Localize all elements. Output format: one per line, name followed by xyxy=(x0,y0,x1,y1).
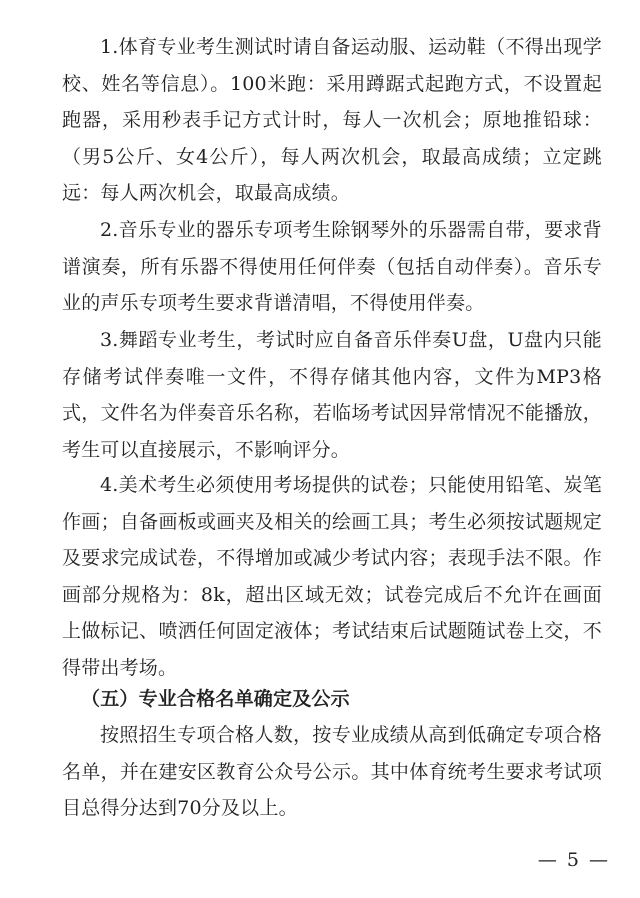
paragraph-qualified-list-publication: 按照招生专项合格人数，按专业成绩从高到低确定专项合格名单，并在建安区教育公众号公示。其中体育统考生要求考试项目总得分达到70分及以上。 xyxy=(62,724,602,819)
paragraph-art-exam-rules: 4.美术考生必须使用考场提供的试卷；只能使用铅笔、炭笔作画；自备画板或画夹及相关的绘画工具；考生必须按试题规定及要求完成试卷，不得增加或减少考试内容；表现手法不限。作画部分规格为：8k，超出区域无效；试卷完成后不允许在画面上做标记、喷洒任何固定液体；考试结束后试题随试卷上交，不得带出考场。 xyxy=(62,474,602,679)
paragraph-pe-exam-rules: 1.体育专业考生测试时请自备运动服、运动鞋（不得出现学校、姓名等信息）。100米跑：采用蹲踞式起跑方式，不设置起跑器，采用秒表手记方式计时，每人一次机会；原地推铅球：（男5公斤、女4公斤），每人两次机会，取最高成绩；立定跳远：每人两次机会，取最高成绩。 xyxy=(62,36,602,204)
page-number: — 5 — xyxy=(537,849,610,871)
section-heading: （五）专业合格名单确定及公示 xyxy=(81,688,350,710)
paragraph-dance-exam-rules: 3.舞蹈专业考生，考试时应自备音乐伴奏U盘，U盘内只能存储考试伴奏唯一文件，不得存储其他内容，文件为MP3格式，文件名为伴奏音乐名称，若临场考试因异常情况不能播放，考生可以直接展示，不影响评分。 xyxy=(62,329,602,461)
paragraph-music-exam-rules: 2.音乐专业的器乐专项考生除钢琴外的乐器需自带，要求背谱演奏，所有乐器不得使用任何伴奏（包括自动伴奏）。音乐专业的声乐专项考生要求背谱清唱，不得使用伴奏。 xyxy=(62,219,602,314)
